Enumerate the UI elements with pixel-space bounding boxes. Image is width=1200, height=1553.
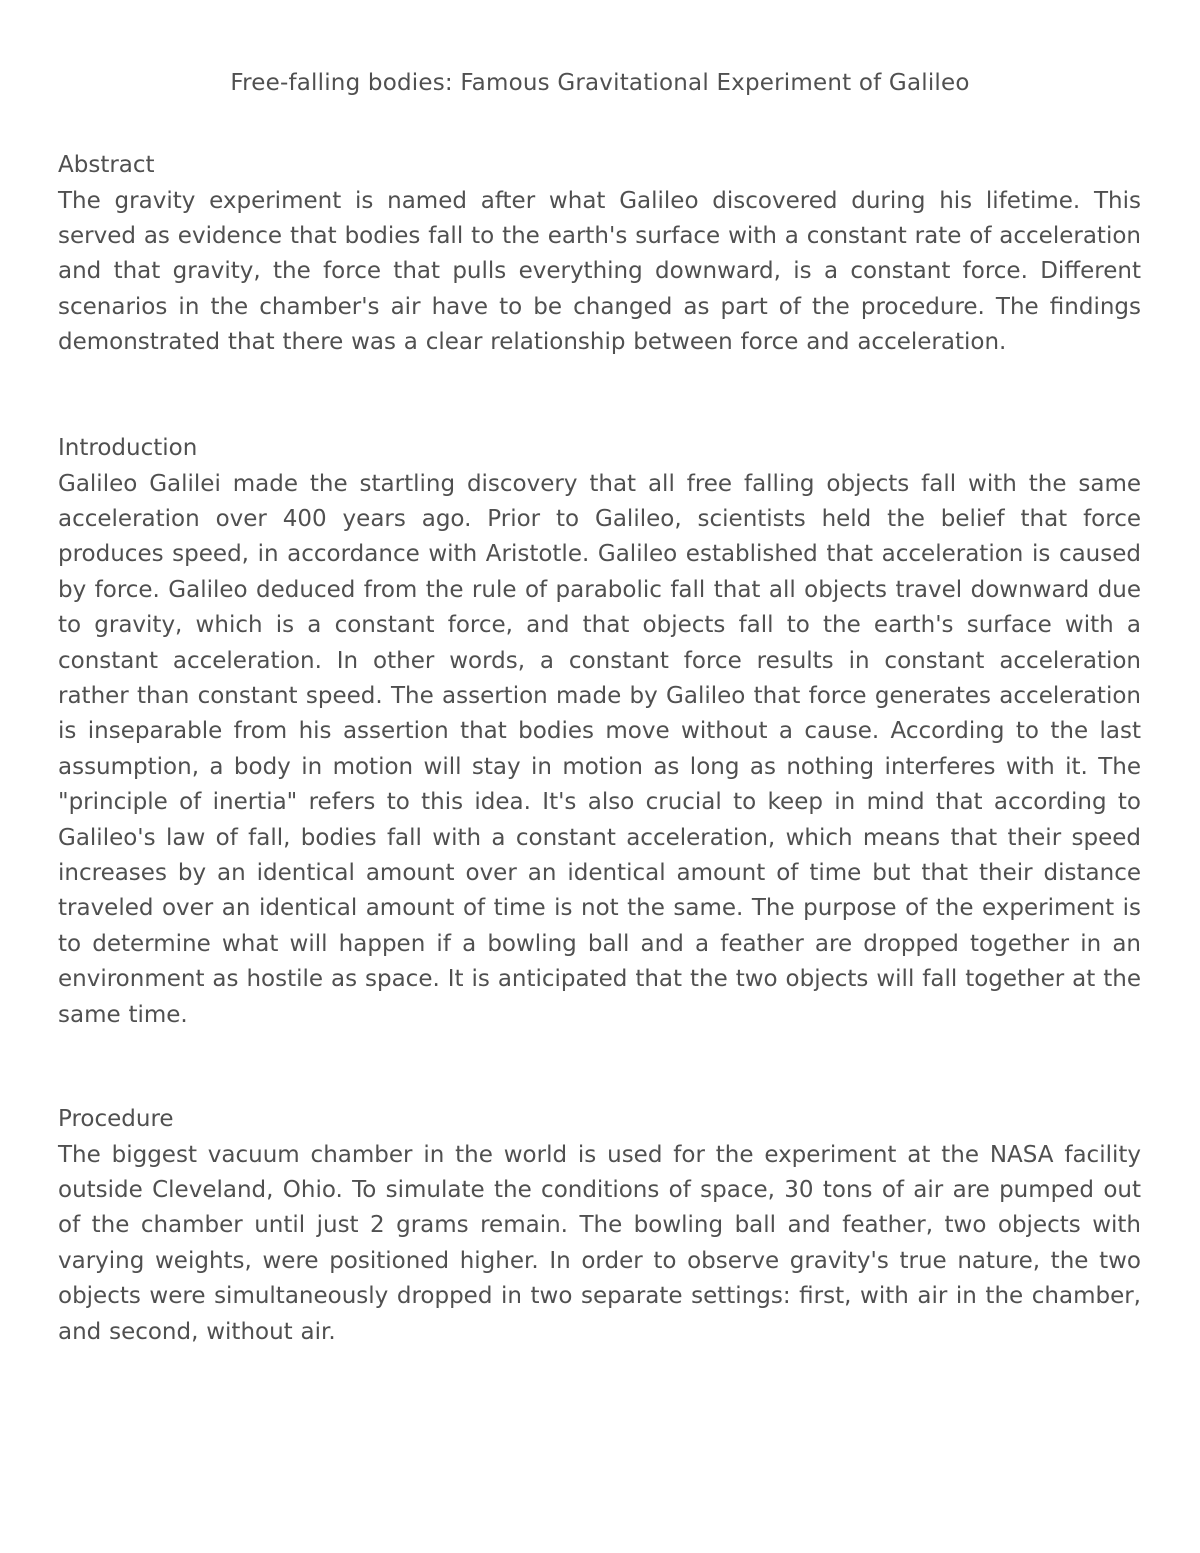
section-body-procedure: The biggest vacuum chamber in the world is used for the experiment at the NASA facility outside Cleveland, Ohio. To simulate the conditions of space, 30 tons of air are pumped out of the chamber until just 2 grams remain. The bowling ball and feather, two objects with varying weights, were positioned higher. In order to observe gravity's true nature, the two objects were simultaneously dropped in two separate settings: first, with air in the chamber, and second, without air. [58, 1141, 1141, 1345]
section-procedure [58, 1102, 1141, 1350]
section-body-abstract: The gravity experiment is named after what Galileo discovered during his lifetime. This served as evidence that bodies fall to the earth's surface with a constant rate of acceleration and that gravity, the force that pulls everything downward, is a constant force. Different scenarios in the chamber's air have to be changed as part of the procedure. The findings demonstrated that there was a clear relationship between force and acceleration. [58, 187, 1141, 356]
section-abstract [58, 148, 1141, 361]
section-body-introduction: Galileo Galilei made the startling discovery that all free falling objects fall with the same acceleration over 400 years ago. Prior to Galileo, scientists held the belief that force produces speed, in accordance with Aristotle. Galileo established that acceleration is caused by force. Galileo deduced from the rule of parabolic fall that all objects travel downward due to gravity, which is a constant force, and that objects fall to the earth's surface with a constant acceleration. In other words, a constant force results in constant acceleration rather than constant speed. The assertion made by Galileo that force generates acceleration is inseparable from his assertion that bodies move without a cause. According to the last assumption, a body in motion will stay in motion as long as nothing interferes with it. The "principle of inertia" refers to this idea. It's also crucial to keep in mind that according to Galileo's law of fall, bodies fall with a constant acceleration, which means that their speed increases by an identical amount over an identical amount of time but that their distance traveled over an identical amount of time is not the same. The purpose of the experiment is to determine what will happen if a bowling ball and a feather are dropped together in an environment as hostile as space. It is anticipated that the two objects will fall together at the same time. [58, 470, 1141, 1028]
section-heading-procedure: Procedure [58, 1106, 174, 1132]
section-introduction [58, 431, 1141, 1033]
document-title: Free-falling bodies: Famous Gravitational Experiment of Galileo [230, 70, 970, 96]
section-heading-introduction: Introduction [58, 435, 198, 461]
section-heading-abstract: Abstract [58, 152, 155, 178]
